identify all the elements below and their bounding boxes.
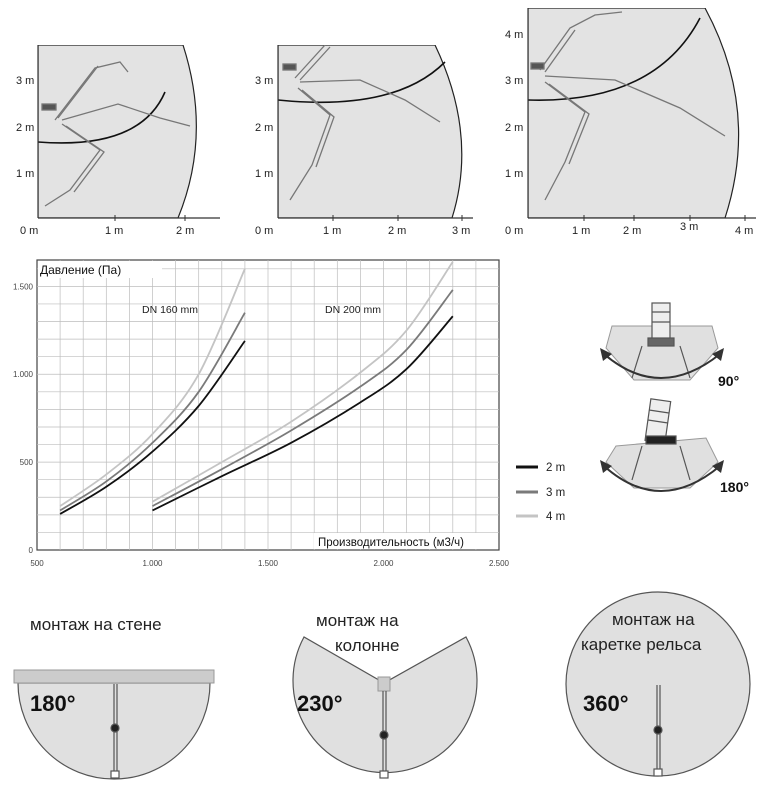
group-label-dn200: DN 200 mm bbox=[325, 304, 382, 316]
rotation-label-180: 180° bbox=[720, 479, 749, 495]
column-block bbox=[378, 677, 390, 691]
mount-rail-title-line2: каретке рельса bbox=[581, 635, 702, 654]
x-tick-label: 1 m bbox=[323, 225, 342, 237]
legend-label-2m: 2 m bbox=[546, 462, 566, 474]
x-tick-label: 500 bbox=[30, 559, 44, 568]
y-tick-label: 1 m bbox=[505, 168, 524, 180]
x-tick-label: 1 m bbox=[105, 225, 124, 237]
legend-label-4m: 4 m bbox=[546, 511, 566, 523]
x-tick-label: 1 m bbox=[572, 225, 591, 237]
mount-column-title-line2: колонне bbox=[335, 636, 400, 655]
y-tick-label: 3 m bbox=[16, 75, 35, 87]
rotation-90-diagram bbox=[600, 303, 739, 389]
mount-wall-title: монтаж на стене bbox=[30, 615, 162, 634]
y-tick-label: 0 m bbox=[255, 225, 274, 237]
y-tick-label: 0 bbox=[28, 546, 33, 555]
mount-wall-diagram bbox=[14, 615, 214, 779]
y-tick-label: 1 m bbox=[255, 168, 274, 180]
x-tick-label: 2.000 bbox=[373, 559, 394, 568]
y-tick-label: 1 m bbox=[16, 168, 35, 180]
mount-rail-diagram bbox=[566, 592, 750, 776]
y-tick-label: 2 m bbox=[16, 122, 35, 134]
y-tick-label: 0 m bbox=[20, 225, 39, 237]
y-tick-label: 2 m bbox=[255, 122, 274, 134]
y-tick-label: 1.000 bbox=[12, 370, 33, 380]
reach-panel-1 bbox=[16, 45, 220, 237]
y-tick-label: 3 m bbox=[255, 75, 274, 87]
x-tick-label: 2.500 bbox=[488, 559, 510, 568]
rotation-label-90: 90° bbox=[718, 373, 740, 389]
x-tick-label: 1.000 bbox=[142, 559, 163, 568]
chart-xlabel: Производительность (м3/ч) bbox=[318, 537, 464, 549]
mount-column-diagram bbox=[293, 611, 477, 778]
y-tick-label: 3 m bbox=[505, 75, 524, 87]
reach-area bbox=[38, 45, 196, 218]
x-tick-label: 2 m bbox=[388, 225, 407, 237]
y-tick-label: 2 m bbox=[505, 122, 524, 134]
chart-grid bbox=[37, 260, 499, 550]
x-tick-label: 2 m bbox=[176, 225, 195, 237]
x-tick-label: 2 m bbox=[623, 225, 642, 237]
pressure-chart bbox=[13, 260, 510, 568]
reach-panel-3 bbox=[505, 8, 756, 237]
legend-label-3m: 3 m bbox=[546, 487, 566, 499]
wall-bar bbox=[14, 670, 214, 683]
x-tick-label: 4 m bbox=[735, 225, 754, 237]
rotation-180-diagram bbox=[600, 399, 749, 495]
mount-column-angle: 230° bbox=[297, 691, 343, 716]
y-tick-label: 500 bbox=[19, 458, 33, 468]
mount-rail-angle: 360° bbox=[583, 691, 629, 716]
mount-rail-title-line1: монтаж на bbox=[612, 610, 695, 629]
x-tick-label: 1.500 bbox=[257, 559, 279, 568]
mount-wall-angle: 180° bbox=[30, 691, 76, 716]
reach-panel-2 bbox=[255, 45, 473, 237]
y-tick-label: 0 m bbox=[505, 225, 524, 237]
y-tick-label: 4 m bbox=[505, 29, 524, 41]
chart-legend bbox=[516, 462, 565, 523]
x-tick-label: 3 m bbox=[452, 225, 471, 237]
y-tick-label: 1.500 bbox=[12, 282, 33, 292]
chart-ylabel: Давление (Па) bbox=[40, 263, 122, 277]
x-tick-label: 3 m bbox=[680, 221, 699, 233]
reach-area bbox=[528, 8, 739, 218]
mount-column-title-line1: монтаж на bbox=[316, 611, 399, 630]
group-label-dn160: DN 160 mm bbox=[142, 304, 199, 316]
